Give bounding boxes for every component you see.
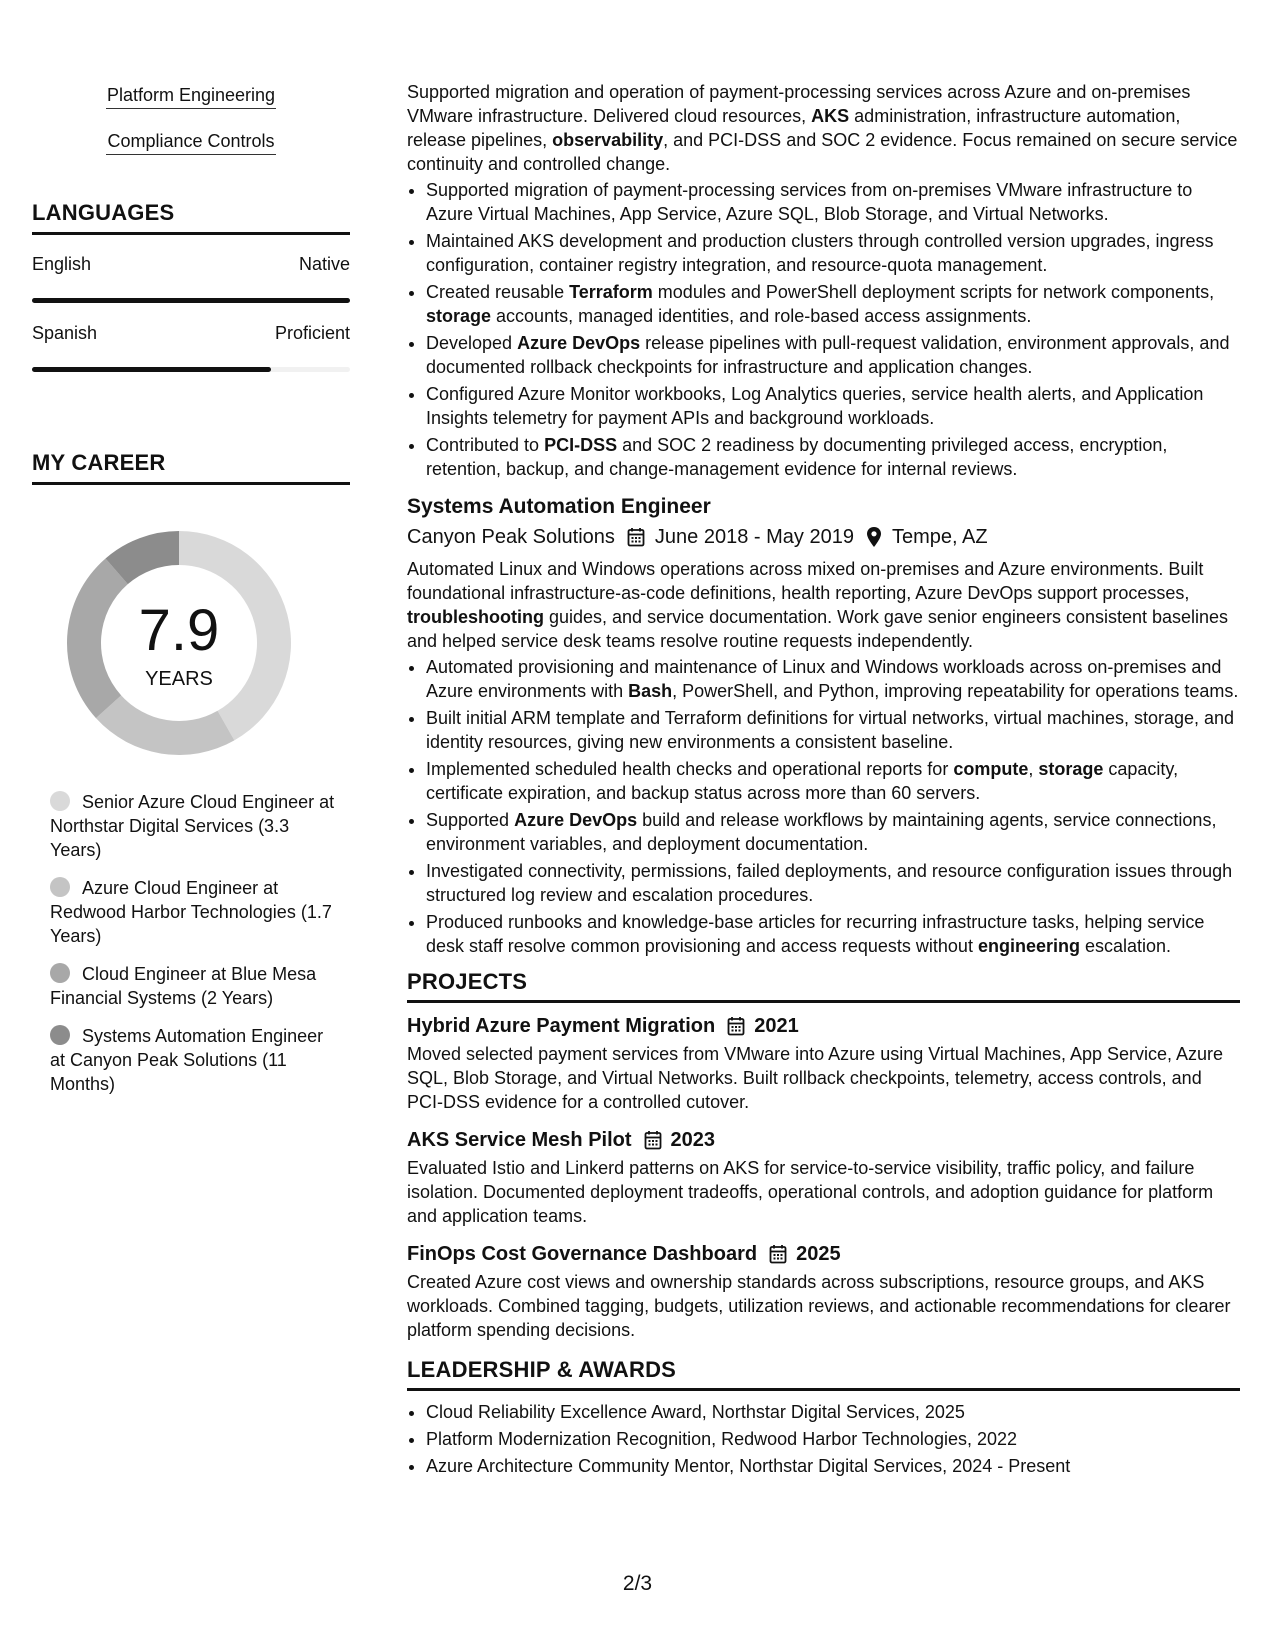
language-row: [32, 323, 350, 353]
skill-tag: Platform Engineering: [106, 82, 276, 109]
text-run: and SOC 2 readiness by documenting privileged access, encryption, retention, backup, and change-management evidence for internal reviews.: [426, 435, 1168, 479]
language-bar: [32, 298, 350, 303]
career-total-unit: YEARS: [145, 668, 213, 690]
bold-keyword: storage: [426, 306, 492, 326]
skill-tag: Compliance Controls: [106, 128, 275, 155]
text-run: Automated provisioning and maintenance of Linux and Windows workloads across on-premises and Azure environments with: [426, 657, 1222, 701]
project-description: Evaluated Istio and Linkerd patterns on AKS for service-to-service visibility, traffic policy, and failure isolation. Documented deployment tradeoffs, operational controls, and adoption guidance for platform and application teams.: [407, 1158, 1214, 1226]
calendar-icon: [727, 1016, 745, 1036]
calendar-icon: [627, 527, 645, 547]
language-level: Proficient: [274, 323, 350, 343]
bold-keyword: Terraform: [569, 282, 653, 302]
job-location: Tempe, AZ: [891, 526, 988, 548]
text-run: Supported migration of payment-processing services from on-premises VMware infrastructure to Azure Virtual Machines, App Service, Azure SQL, Blob Storage, and Virtual Networks.: [426, 180, 1193, 224]
career-legend-item: [50, 790, 340, 862]
text-run: modules and PowerShell deployment scripts for network components,: [652, 282, 1215, 302]
experience-continued: [407, 80, 1240, 1481]
career-heading: MY CAREER: [32, 450, 350, 485]
job-meta: [407, 523, 1240, 551]
language-level: Native: [298, 254, 350, 274]
text-run: ,: [1028, 759, 1039, 779]
language-row: [32, 254, 350, 284]
text-run: Supported migration and operation of payment-processing services across Azure and on-premises VMware infrastructure. Delivered cloud resources,: [407, 82, 1191, 126]
job-bullet: [426, 808, 1240, 856]
text-run: Developed: [426, 333, 518, 353]
career-total-years: 7.9: [138, 598, 220, 663]
page-number: 2/3: [622, 1572, 653, 1595]
project-description: Created Azure cost views and ownership standards across subscriptions, resource groups, and AKS workloads. Combined tagging, budgets, utilization reviews, and actionable recommendations for clearer platform spending decisions.: [407, 1272, 1231, 1340]
career-legend-text: Systems Automation Engineer at Canyon Peak Solutions (11 Months): [50, 1026, 324, 1094]
job-entry: [407, 493, 1240, 958]
project-description: Moved selected payment services from VMware into Azure using Virtual Machines, App Service, Azure SQL, Blob Storage, and Virtual Networks. Built rollback checkpoints, telemetry, access controls, and PCI-DSS evidence for a controlled cutover.: [407, 1044, 1224, 1112]
project-year: 2021: [754, 1015, 799, 1037]
text-run: build and release workflows by maintaining agents, service connections, environment variables, and deployment documentation.: [426, 810, 1217, 854]
job-bullets: [407, 178, 1240, 481]
award-item: • Azure Architecture Community Mentor, Northstar Digital Services, 2024 - Present: [426, 1454, 1240, 1478]
company-name: Canyon Peak Solutions: [407, 526, 615, 548]
language-name: English: [32, 254, 92, 274]
award-item: • Cloud Reliability Excellence Award, Northstar Digital Services, 2025: [426, 1400, 1240, 1424]
bold-keyword: AKS: [811, 106, 850, 126]
text-run: accounts, managed identities, and role-based access assignments.: [491, 306, 1032, 326]
bold-keyword: Bash: [628, 681, 673, 701]
text-run: Contributed to: [426, 435, 545, 455]
calendar-icon: [644, 1130, 662, 1150]
text-run: administration, infrastructure automation, release pipelines,: [407, 106, 1181, 150]
bold-keyword: troubleshooting: [407, 607, 544, 627]
career-legend-item: [50, 1024, 340, 1096]
location-pin-icon: [866, 526, 882, 548]
text-run: Maintained AKS development and production clusters through controlled version upgrades, ingress configuration, container registry integration, and resource-quota management.: [426, 231, 1214, 275]
career-legend-item: [50, 962, 340, 1010]
text-run: , and PCI-DSS and SOC 2 evidence. Focus remained on secure service continuity and controlled change.: [407, 130, 1238, 174]
bold-keyword: observability: [552, 130, 664, 150]
text-run: capacity, certificate expiration, and backup status across more than 60 servers.: [426, 759, 1179, 803]
text-run: , PowerShell, and Python, improving repeatability for operations teams.: [672, 681, 1239, 701]
project-year: 2023: [670, 1129, 716, 1151]
job-bullet: [426, 859, 1240, 907]
career-legend-text: Cloud Engineer at Blue Mesa Financial Systems (2 Years): [50, 964, 317, 1008]
project-entry: [407, 1240, 1240, 1342]
career-legend-text: Senior Azure Cloud Engineer at Northstar Digital Services (3.3 Years): [50, 792, 335, 860]
text-run: Automated Linux and Windows operations across mixed on-premises and Azure environments. Built foundational infrastructure-as-code definitions, health reporting, Azure DevOps support processes,: [407, 559, 1204, 603]
legend-dot-icon: [50, 791, 70, 811]
text-run: escalation.: [1079, 936, 1172, 956]
job-bullet: [426, 178, 1240, 226]
job-bullets: [407, 655, 1240, 958]
bold-keyword: Azure DevOps: [514, 810, 638, 830]
job-bullet: [426, 331, 1240, 379]
text-run: Configured Azure Monitor workbooks, Log Analytics queries, service health alerts, and Application Insights telemetry for payment APIs and background workloads.: [426, 384, 1204, 428]
job-bullet: [426, 757, 1240, 805]
job-title: Systems Automation Engineer: [407, 495, 711, 518]
bold-keyword: storage: [1038, 759, 1104, 779]
project-entry: [407, 1126, 1240, 1228]
text-run: Produced runbooks and knowledge-base articles for recurring infrastructure tasks, helping service desk staff resolve common provisioning and access requests without: [426, 912, 1205, 956]
project-title-row: [407, 1240, 1240, 1268]
job-summary: [407, 557, 1240, 653]
text-run: Investigated connectivity, permissions, failed deployments, and resource configuration issues through structured log review and escalation procedures.: [426, 861, 1233, 905]
awards-heading: LEADERSHIP & AWARDS: [407, 1358, 1240, 1391]
calendar-icon: [769, 1244, 787, 1264]
career-legend-text: Azure Cloud Engineer at Redwood Harbor Technologies (1.7 Years): [50, 878, 332, 946]
project-year: 2025: [796, 1243, 841, 1265]
project-title: Hybrid Azure Payment Migration: [407, 1015, 716, 1037]
career-legend-item: [50, 876, 340, 948]
text-run: Built initial ARM template and Terraform definitions for virtual networks, virtual machines, storage, and identity resources, giving new environments a consistent baseline.: [426, 708, 1235, 752]
text-run: release pipelines with pull-request validation, environment approvals, and documented rollback checkpoints for infrastructure and application changes.: [426, 333, 1230, 377]
job-summary: [407, 80, 1240, 176]
language-bar: [32, 367, 350, 372]
career-legend: [50, 790, 340, 1110]
career-donut-chart: [66, 530, 292, 756]
language-bar-fill: [32, 298, 350, 303]
project-title-row: [407, 1012, 1240, 1040]
project-entry: [407, 1012, 1240, 1114]
job-bullet: [426, 706, 1240, 754]
job-bullet: [426, 280, 1240, 328]
project-title: FinOps Cost Governance Dashboard: [407, 1243, 758, 1265]
text-run: Supported: [426, 810, 515, 830]
text-run: guides, and service documentation. Work gave senior engineers consistent baselines and helped service desk teams resolve routine requests independently.: [407, 607, 1229, 651]
job-dates: June 2018 - May 2019: [654, 526, 854, 548]
job-bullet: [426, 229, 1240, 277]
legend-dot-icon: [50, 963, 70, 983]
awards-list: [407, 1400, 1240, 1478]
legend-dot-icon: [50, 877, 70, 897]
language-bar-fill: [32, 367, 271, 372]
text-run: Implemented scheduled health checks and operational reports for: [426, 759, 954, 779]
text-run: Created reusable: [426, 282, 570, 302]
bold-keyword: engineering: [977, 936, 1080, 956]
job-bullet: [426, 433, 1240, 481]
project-title: AKS Service Mesh Pilot: [407, 1129, 632, 1151]
bold-keyword: compute: [953, 759, 1029, 779]
bold-keyword: Azure DevOps: [517, 333, 641, 353]
projects-heading: PROJECTS: [407, 970, 1240, 1003]
award-item: • Platform Modernization Recognition, Redwood Harbor Technologies, 2022: [426, 1427, 1240, 1451]
project-title-row: [407, 1126, 1240, 1154]
legend-dot-icon: [50, 1025, 70, 1045]
job-bullet: [426, 382, 1240, 430]
donut-center: [66, 530, 292, 756]
job-bullet: [426, 910, 1240, 958]
skills-list: [32, 82, 350, 174]
languages-heading: LANGUAGES: [32, 200, 350, 235]
language-name: Spanish: [32, 323, 98, 343]
bold-keyword: PCI-DSS: [544, 435, 618, 455]
job-bullet: [426, 655, 1240, 703]
